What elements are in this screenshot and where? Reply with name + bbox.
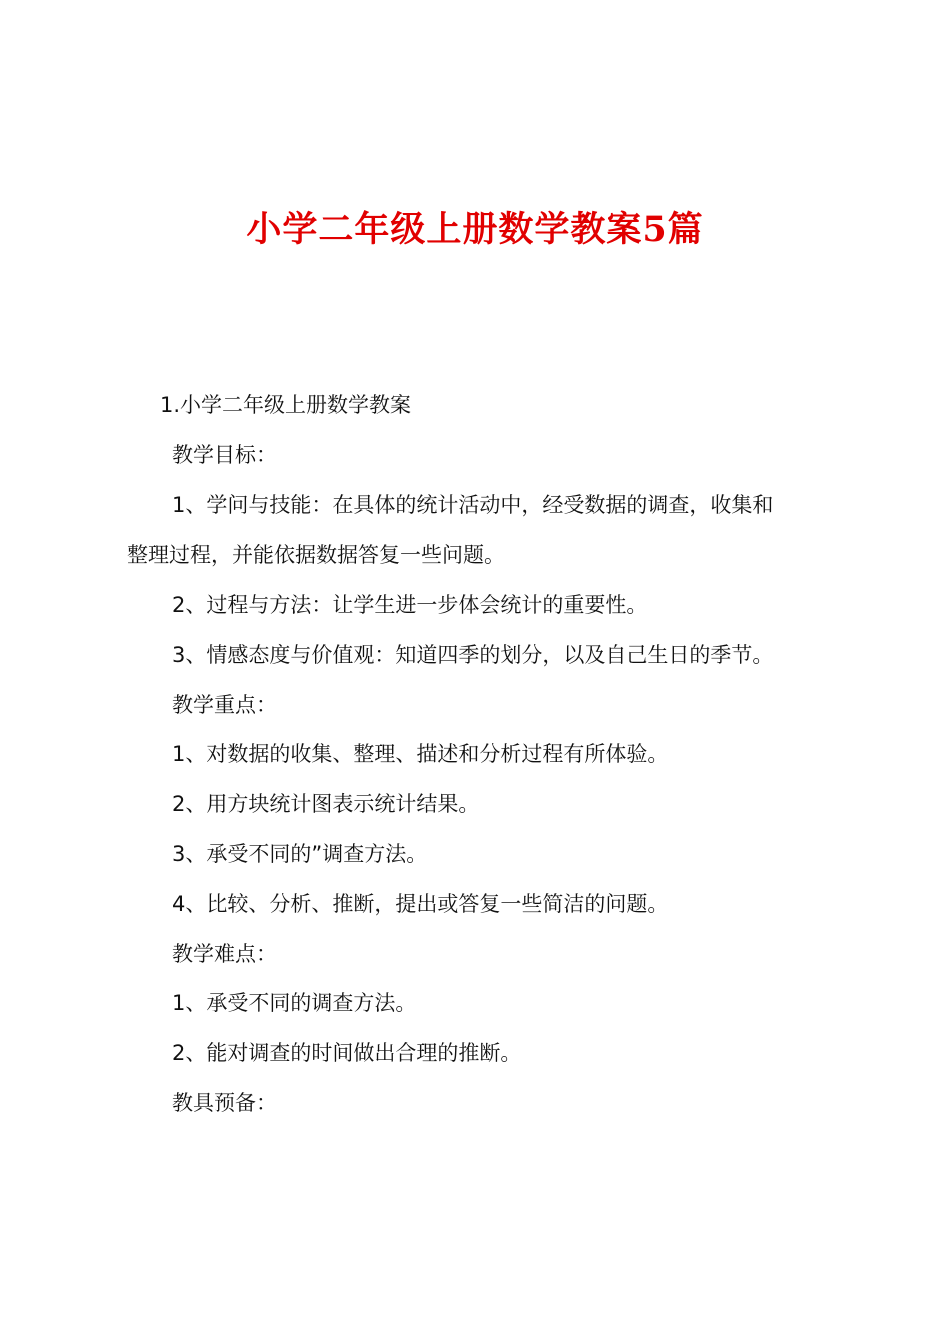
- difficult-points-label: 教学难点：: [172, 942, 277, 966]
- materials-label: 教具预备：: [172, 1091, 277, 1115]
- key-point-2: 2、用方块统计图表示统计结果。: [172, 792, 480, 816]
- key-point-3: 3、承受不同的”调查方法。: [172, 842, 428, 866]
- goals-label: 教学目标：: [172, 443, 277, 467]
- goal-2: 2、过程与方法：让学生进一步体会统计的重要性。: [172, 593, 648, 617]
- key-point-1: 1、对数据的收集、整理、描述和分析过程有所体验。: [172, 742, 669, 766]
- goal-1-line-2: 整理过程，并能依据数据答复一些问题。: [127, 543, 505, 567]
- document-title: 小学二年级上册数学教案5篇: [246, 209, 704, 250]
- key-points-label: 教学重点：: [172, 693, 277, 717]
- goal-3: 3、情感态度与价值观：知道四季的划分，以及自己生日的季节。: [172, 643, 774, 667]
- key-point-4: 4、比较、分析、推断，提出或答复一些简洁的问题。: [172, 892, 669, 916]
- goal-1-line-1: 1、学问与技能：在具体的统计活动中，经受数据的调查，收集和: [172, 493, 774, 517]
- difficult-point-2: 2、能对调查的时间做出合理的推断。: [172, 1041, 522, 1065]
- section-heading: 1.小学二年级上册数学教案: [160, 393, 412, 417]
- difficult-point-1: 1、承受不同的调查方法。: [172, 991, 417, 1015]
